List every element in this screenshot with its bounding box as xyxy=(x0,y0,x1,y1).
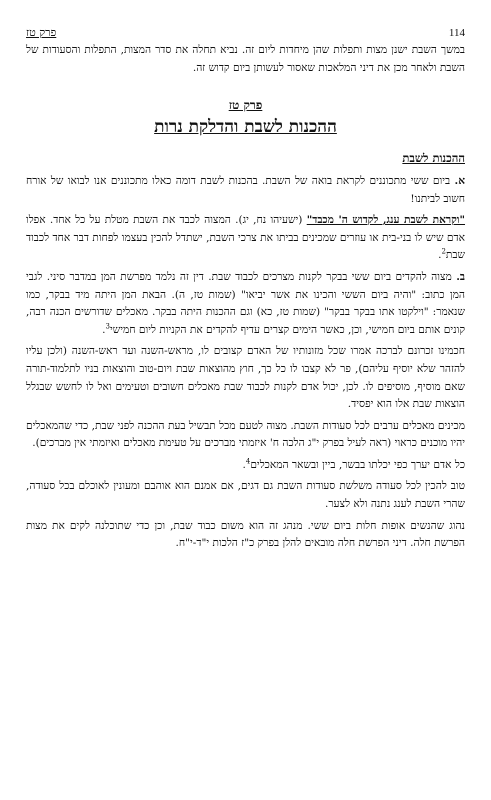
paragraph-text: "וקראת לשבת ענג, לקדוש ה' מכבד" xyxy=(306,214,466,227)
paragraph-text: נהוג שהנשים אופות חלות ביום ששי. מנהג זה הוא משום כבוד שבת, וכן כדי שתוכלנה לקים את מצות הפרשת חלה. דיני הפרשת חלה מובאים להלן בפרק כ"ז הלכות י"ד-י"ח. xyxy=(26,519,465,550)
paragraph-text: ביום ששי מתכוננים לקראת בואה של השבת. בהכנות לשבת דומה כאלו מתכוננים אנו לבואו של אורח חשוב לביתנו! xyxy=(26,174,465,205)
paragraph-text: . xyxy=(242,458,246,471)
paragraph-text: . xyxy=(102,323,106,336)
body-paragraph xyxy=(26,478,465,513)
body-paragraph xyxy=(26,269,465,339)
footnote-marker: 4 xyxy=(245,457,251,466)
paragraph-text: (ישעיהו נח, יג). המצוה לכבד את השבת מטלת על כל אחד. אפלו אדם שיש לו בני-בית או עוזרים שמכינים בביתו את צרכי השבת, ישתדל להכין בעצמו לפחות דבר אחד לכבוד שבת xyxy=(26,214,465,262)
body-paragraph xyxy=(26,418,465,453)
footnote-marker: 3 xyxy=(105,322,110,331)
body-paragraph xyxy=(26,173,465,208)
paragraph-text: . xyxy=(438,249,442,262)
intro-paragraph: במשך השבת ישנן מצות ותפלות שהן מיחדות ליום זה. נביא תחלה את סדר המצות, התפלות והסעודות של השבת ולאחר מכן את דיני המלאכות שאסור לעשותן ביום קדוש זה. xyxy=(26,44,465,74)
page-number: 114 xyxy=(448,27,465,39)
paragraph-label: ב. xyxy=(456,270,465,283)
paragraph-text: מכינים מאכלים ערבים לכל סעודות השבת. מצוה לטעם מכל תבשיל בעת ההכנה לפני שבת, כדי שהמאכלים יהיו מוכנים כראוי (ראה לעיל בפרק י"ג הלכה ח' איזמתי מברכים על טעימת מאכלים ואיזמתי אין מברכים). xyxy=(26,419,465,450)
body-paragraph xyxy=(26,457,465,475)
paragraph-list xyxy=(26,173,465,553)
paragraph-text: כל אדם יערך כפי יכלתו בבשר, ביין ובשאר המאכלים xyxy=(250,458,465,471)
body-paragraph xyxy=(26,343,465,413)
paragraph-text: טוב להכין לכל סעודה משלשת סעודות השבת גם דגים, אם אמנם הוא אוהבם ומעונין לאוכלם בכל סעודה, שהרי השבת לענג נתנה ולא לצער. xyxy=(26,480,465,511)
paragraph-label: א. xyxy=(454,174,465,187)
body-paragraph xyxy=(26,518,465,553)
paragraph-text: חכמינו זכרונם לברכה אמרו שכל מזונותיו של האדם קצובים לו, מראש-השנה ועד ראש-השנה (ולכן עליו להזהר שלא יוסיף עליהם), פר לא קצבו לו כל כך, חוץ מהוצאות שבת ויום-טוב והוצאות בניו לתלמוד-תורה שאם מוסיף, מוסיפים לו. לכן, יכול אדם לקנות לכבוד שבת מאכלים חשובים וטעימים ואל לו לחשש שבגלל הוצאות שבת אלו הוא יפסיד. xyxy=(26,345,465,411)
chapter-title: ההכנות לשבת והדלקת נרות xyxy=(154,116,337,137)
body-paragraph xyxy=(26,212,465,265)
running-header xyxy=(26,26,465,42)
paragraph-text: מצוה להקדים ביום ששי בבקר לקנות מצרכים לכבוד שבת. דין זה נלמד מפרשת המן במדבר סיני. לגבי המן כתוב: "והיה ביום הששי והכינו את אשר יביאו" (שמות טז, ה). הבאת המן היתה מיד בבקר, כמו שנאמר: "וילקטו אתו בבקר בבקר" (שמות טז, כא) וגם ההכנות היתה בבקר. מאכלים שדורשים הכנה רבה, קונים אותם ביום חמישי, וכן, כאשר הימים קצרים עדיף להקדים את הקניות ליום חמישי xyxy=(26,270,465,336)
chapter-label: פרק טז xyxy=(228,98,263,113)
running-title: פרק טז xyxy=(26,26,57,39)
section-heading: ההכנות לשבת xyxy=(402,151,465,166)
footnote-marker: 2 xyxy=(441,247,446,256)
